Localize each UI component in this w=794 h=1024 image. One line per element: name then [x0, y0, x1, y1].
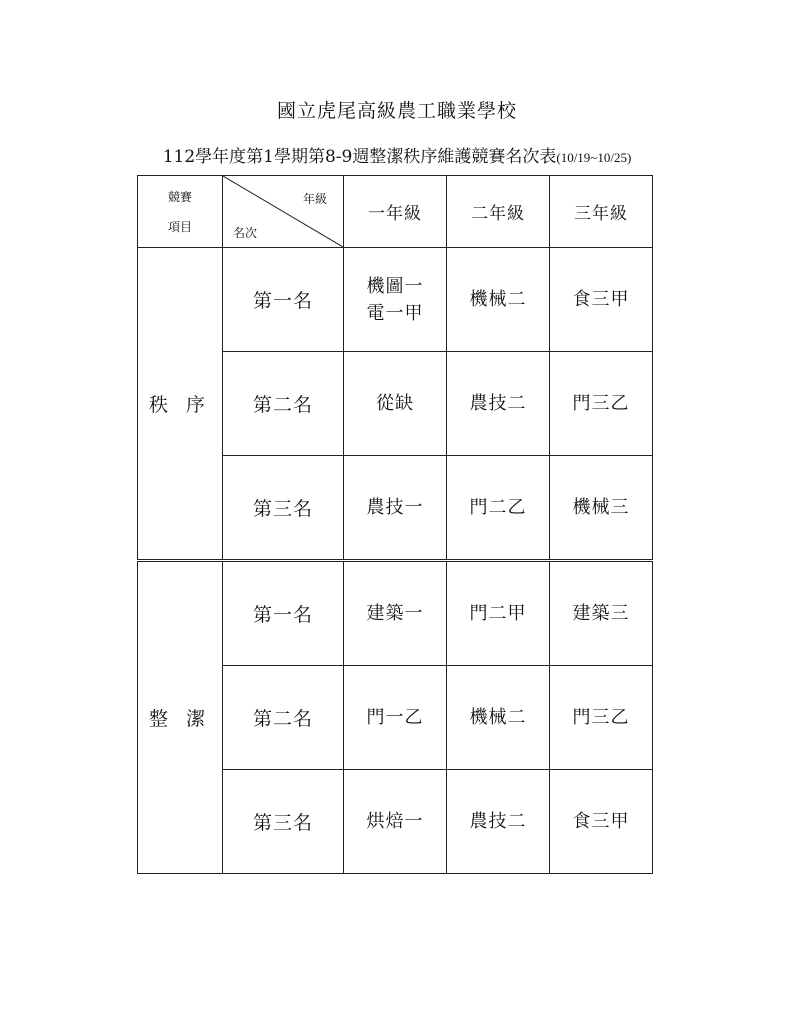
header-rank-label: 名次 [233, 226, 258, 240]
class-cell [344, 456, 447, 561]
header-category-line1: 競賽 [167, 189, 192, 204]
class-cell [447, 248, 550, 352]
class-name: 門二甲 [469, 603, 527, 624]
class-cell [344, 770, 447, 874]
rank-cell: 第三名 [223, 456, 344, 561]
header-grade-3: 三年級 [550, 176, 653, 248]
header-diagonal-cell [223, 176, 344, 248]
class-cell [447, 456, 550, 561]
header-grade-2: 二年級 [447, 176, 550, 248]
class-cell [447, 770, 550, 874]
class-name: 門三乙 [572, 707, 630, 728]
class-cell [550, 770, 653, 874]
header-category-line2: 項目 [167, 219, 192, 234]
class-name: 門三乙 [572, 393, 630, 414]
document-title: 國立虎尾高級農工職業學校 [276, 100, 517, 122]
class-name: 烘焙一 [366, 811, 424, 832]
header-grade-label: 年級 [302, 192, 327, 206]
class-cell [550, 666, 653, 770]
class-name: 從缺 [376, 393, 414, 414]
header-grade-1: 一年級 [344, 176, 447, 248]
class-name: 機械二 [469, 289, 527, 310]
ranking-table [137, 175, 653, 874]
class-cell [447, 561, 550, 666]
class-cell [447, 666, 550, 770]
category-cell: 整 潔 [138, 561, 223, 874]
class-cell [344, 666, 447, 770]
subtitle-dates: (10/19~10/25) [556, 150, 632, 165]
class-cell [550, 352, 653, 456]
class-name: 建築三 [572, 603, 630, 624]
class-name: 電一甲 [366, 302, 424, 324]
class-cell [344, 248, 447, 352]
class-cell [550, 561, 653, 666]
class-cell [344, 561, 447, 666]
class-cell [447, 352, 550, 456]
class-name: 食三甲 [572, 289, 630, 310]
class-cell [550, 248, 653, 352]
table-row [138, 248, 653, 352]
class-name: 建築一 [366, 603, 424, 624]
header-category-cell [138, 176, 223, 248]
class-name: 農技一 [366, 497, 424, 518]
rank-cell: 第三名 [223, 770, 344, 874]
document-subtitle [0, 142, 794, 167]
table-header-row [138, 176, 653, 248]
rank-cell: 第二名 [223, 666, 344, 770]
class-cell [550, 456, 653, 561]
category-cell: 秩 序 [138, 248, 223, 561]
rank-cell: 第二名 [223, 352, 344, 456]
subtitle-main: 112學年度第1學期第8-9週整潔秩序維護競賽名次表 [162, 147, 557, 167]
class-cell [344, 352, 447, 456]
class-name: 農技二 [469, 811, 527, 832]
table-row [138, 561, 653, 666]
class-name: 機圖一 [366, 275, 424, 297]
rank-cell: 第一名 [223, 248, 344, 352]
rank-cell: 第一名 [223, 561, 344, 666]
class-name: 食三甲 [572, 811, 630, 832]
class-name: 門一乙 [366, 707, 424, 728]
class-name: 機械三 [572, 497, 630, 518]
class-name: 門二乙 [469, 497, 527, 518]
class-name: 機械二 [469, 707, 527, 728]
class-name: 農技二 [469, 393, 527, 414]
